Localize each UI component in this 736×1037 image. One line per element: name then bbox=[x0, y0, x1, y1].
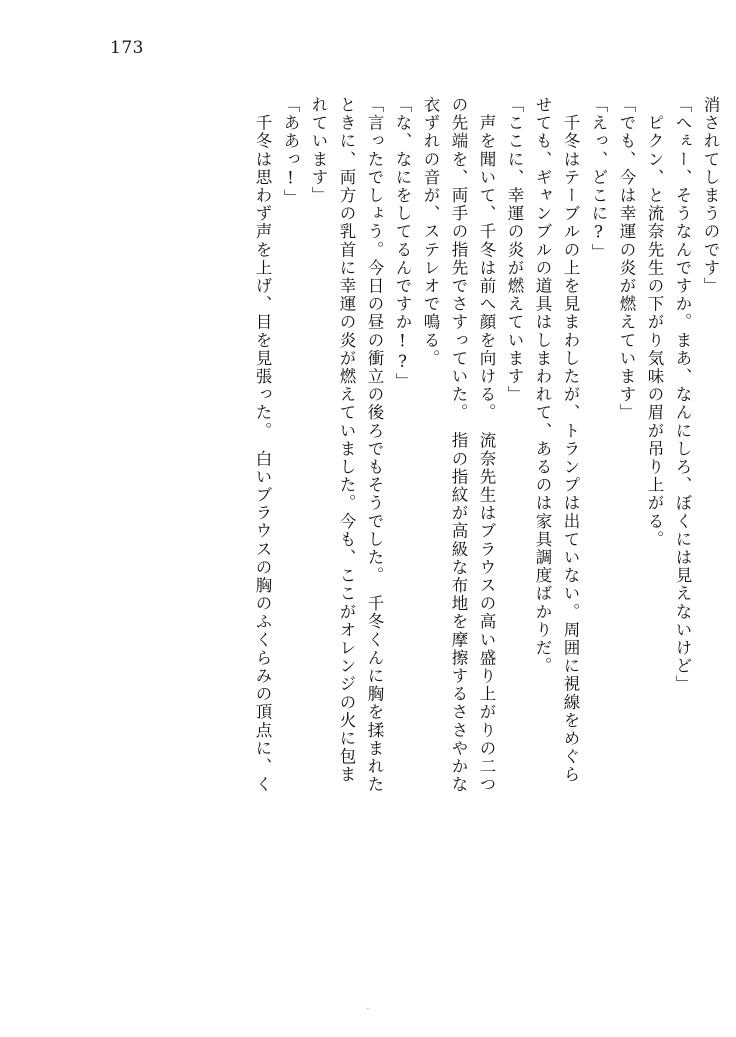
text-line: ときに、両方の乳首に幸運の炎が燃えていました。今も、ここがオレンジの火に包ま bbox=[337, 96, 356, 784]
text-line: の先端を、両手の指先でさすっていた。 指の指紋が高級な布地を摩擦するささやかな bbox=[449, 96, 468, 794]
text-line: 千冬は思わず声を上げ、目を見張った。 白いブラウスの胸のふくらみの頂点に、く bbox=[253, 96, 272, 794]
text-line: 千冬はテーブルの上を見まわしたが、トランプは出ていない。周囲に視線をめぐら bbox=[561, 96, 580, 784]
footer-mark: · bbox=[366, 1004, 370, 1015]
text-line: 「ここに、幸運の炎が燃えています」 bbox=[505, 96, 524, 404]
text-line: 「な、なにをしてるんですか!?」 bbox=[393, 96, 412, 391]
page-number: 173 bbox=[110, 38, 144, 58]
text-line: 「言ったでしょう。今日の昼の衝立の後ろでもそうでした。 千冬くんに胸を揉まれた bbox=[365, 96, 384, 794]
text-line: れています」 bbox=[309, 96, 328, 205]
text-line: 「でも、今は幸運の炎が燃えています」 bbox=[617, 96, 636, 422]
text-line: ピクン、と流奈先生の下がり気味の眉が吊り上がる。 bbox=[645, 96, 664, 549]
text-line: 消されてしまうのです」 bbox=[701, 96, 720, 296]
text-line: 声を聞いて、千冬は前へ顔を向ける。 流奈先生はブラウスの高い盛り上がりの二つ bbox=[477, 96, 496, 794]
text-line: せても、ギャンブルの道具はしまわれて、あるのは家具調度ばかりだ。 bbox=[533, 96, 552, 676]
text-line: 「えっ、どこに?」 bbox=[589, 96, 608, 262]
text-line: 「ああっ!」 bbox=[281, 96, 300, 208]
text-line: 衣ずれの音が、ステレオで鳴る。 bbox=[421, 96, 440, 368]
vertical-text-body bbox=[28, 96, 718, 986]
text-line: 「へぇー、そうなんですか。まあ、なんにしろ、ぼくには見えないけど」 bbox=[673, 96, 692, 694]
